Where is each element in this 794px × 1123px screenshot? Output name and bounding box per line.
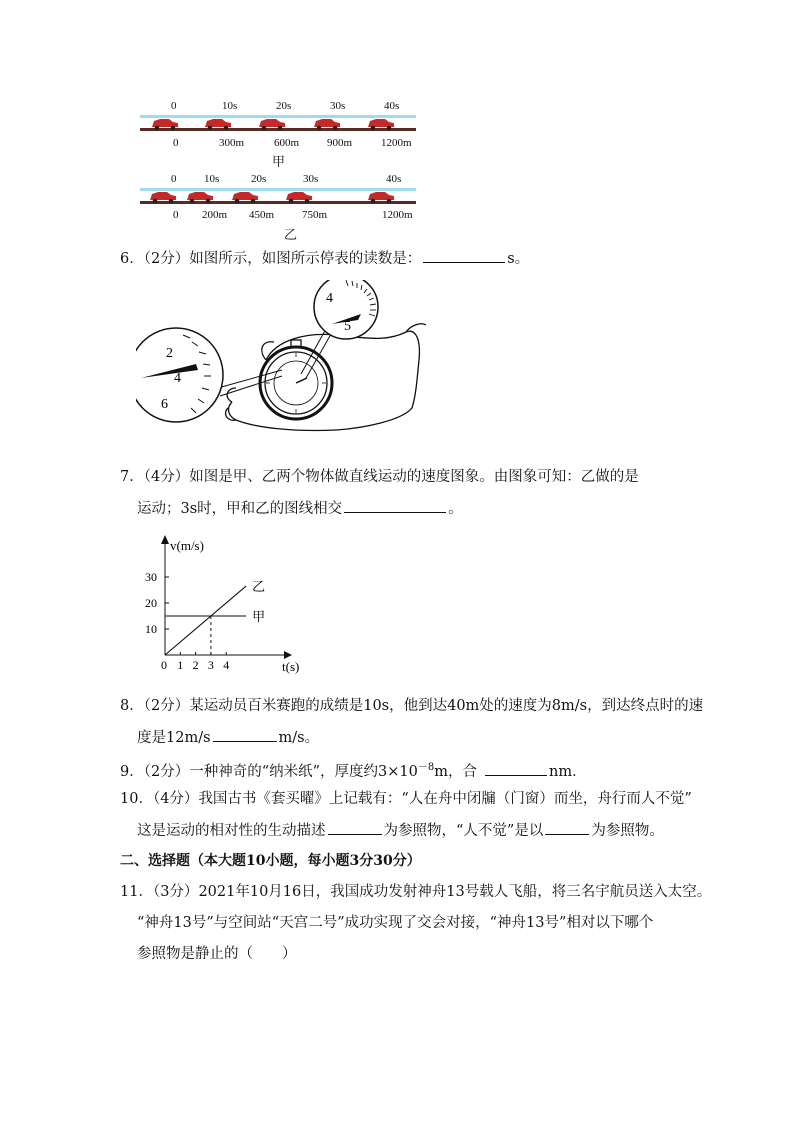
x-tick-label: 0 [161, 658, 167, 672]
question-score: （2分） [143, 763, 190, 780]
x-tick-label: 1 [177, 658, 184, 672]
x-tick-label: 3 [207, 658, 214, 672]
series-label: 甲 [252, 609, 266, 624]
time-label: 40s [384, 100, 400, 112]
y-tick-label: 10 [145, 622, 157, 636]
question-text: 这是运动的相对性的生动描述 [137, 823, 326, 839]
question-text: 度是12m/s [137, 730, 211, 746]
question-7-line-2 [137, 498, 463, 519]
question-text: 一种神奇的“纳米纸”，厚度约3×10 [189, 763, 418, 780]
x-tick-label: 2 [192, 658, 199, 672]
time-label: 30s [303, 173, 319, 185]
question-text: 运动；3s时，甲和乙的图线相交 [137, 501, 343, 517]
question-text: 如图所示，如图所示停表的读数是： [189, 251, 422, 267]
question-score: （4分） [143, 469, 190, 485]
question-text: 。 [448, 501, 463, 517]
answer-blank[interactable] [423, 248, 505, 263]
question-text: m/s。 [278, 730, 320, 746]
question-text: m，合 [434, 763, 477, 780]
question-number: 11． [120, 884, 153, 900]
y-axis-label: v(m/s) [170, 538, 204, 553]
question-score: （2分） [143, 251, 190, 267]
time-label: 30s [330, 100, 346, 112]
series-line [165, 586, 246, 655]
y-tick-label: 20 [145, 596, 157, 610]
section-title: 二、选择题（本大题10小题，每小题3分30分） [120, 853, 421, 869]
distance-label: 200m [202, 209, 228, 221]
question-score: （4分） [152, 791, 199, 807]
distance-label: 750m [302, 209, 328, 221]
dial-big-number: 4 [326, 291, 333, 306]
unit-text: s。 [507, 251, 530, 267]
velocity-time-chart [140, 530, 310, 675]
time-label: 20s [276, 100, 292, 112]
answer-blank[interactable] [328, 820, 382, 835]
distance-label: 600m [274, 137, 300, 149]
diagram-caption-jia: 甲 [272, 155, 286, 170]
distance-label: 900m [327, 137, 353, 149]
dial-small-number: 6 [161, 397, 168, 412]
time-label: 40s [386, 173, 402, 185]
road-yi [140, 185, 420, 207]
series-label: 乙 [252, 579, 266, 595]
answer-blank[interactable] [344, 498, 446, 513]
question-6 [120, 248, 529, 269]
question-number: 6． [120, 251, 144, 267]
time-label: 10s [204, 173, 220, 185]
question-score: （2分） [143, 698, 190, 714]
x-tick-label: 4 [223, 658, 230, 672]
time-label: 0 [171, 173, 177, 185]
time-label: 10s [222, 100, 238, 112]
question-text: 为参照物，“人不觉”是以 [383, 823, 544, 839]
question-11-line-2: “神舟13号”与空间站“天宫二号”成功实现了交会对接，“神舟13号”相对以下哪个 [137, 915, 654, 931]
question-10-line-1 [120, 789, 692, 809]
distance-label: 1200m [382, 209, 413, 221]
stopwatch-illustration [136, 280, 426, 440]
dial-small-number: 4 [174, 371, 181, 386]
exponent: －8 [417, 762, 435, 773]
question-7-line-1 [120, 467, 639, 487]
distance-label: 0 [173, 137, 179, 149]
answer-blank[interactable] [485, 761, 547, 776]
distance-label: 450m [249, 209, 275, 221]
dial-big-number: 5 [344, 319, 351, 334]
question-11-line-3: 参照物是静止的（ ） [137, 946, 297, 962]
question-text: 2021年10月16日，我国成功发射神舟13号载人飞船，将三名宇航员送入太空。 [198, 884, 712, 900]
question-text: 某运动员百米赛跑的成绩是10s，他到达40m处的速度为8m/s，到达终点时的速 [189, 698, 704, 714]
question-text: 如图是甲、乙两个物体做直线运动的速度图象。由图象可知：乙做的是 [189, 469, 639, 485]
answer-blank[interactable] [545, 820, 589, 835]
question-9 [120, 758, 587, 782]
distance-label: 300m [219, 137, 245, 149]
question-text: 我国古书《套买曜》上记载有：“人在舟中闭牖（门窗）而坐，舟行而人不觉” [198, 791, 692, 807]
road-jia [140, 112, 420, 134]
dial-small-number: 2 [166, 346, 173, 361]
question-number: 8． [120, 698, 144, 714]
question-number: 10． [120, 791, 153, 807]
answer-blank[interactable] [213, 727, 277, 742]
question-number: 9． [120, 763, 144, 780]
question-number: 7． [120, 469, 144, 485]
question-10-line-2 [137, 820, 664, 841]
question-8-line-2 [137, 727, 319, 748]
distance-label: 1200m [381, 137, 412, 149]
diagram-caption-yi: 乙 [284, 228, 298, 243]
x-axis-label: t(s) [282, 659, 300, 674]
question-8-line-1 [120, 696, 703, 716]
question-text: 为参照物。 [591, 823, 664, 839]
distance-label: 0 [173, 209, 179, 221]
y-tick-label: 30 [145, 570, 157, 584]
x-axis-arrow [284, 651, 292, 659]
question-11-line-1 [120, 882, 711, 902]
y-axis-arrow [161, 535, 169, 544]
question-text: nm． [549, 763, 587, 780]
question-score: （3分） [152, 884, 199, 900]
time-label: 0 [171, 100, 177, 112]
time-label: 20s [251, 173, 267, 185]
